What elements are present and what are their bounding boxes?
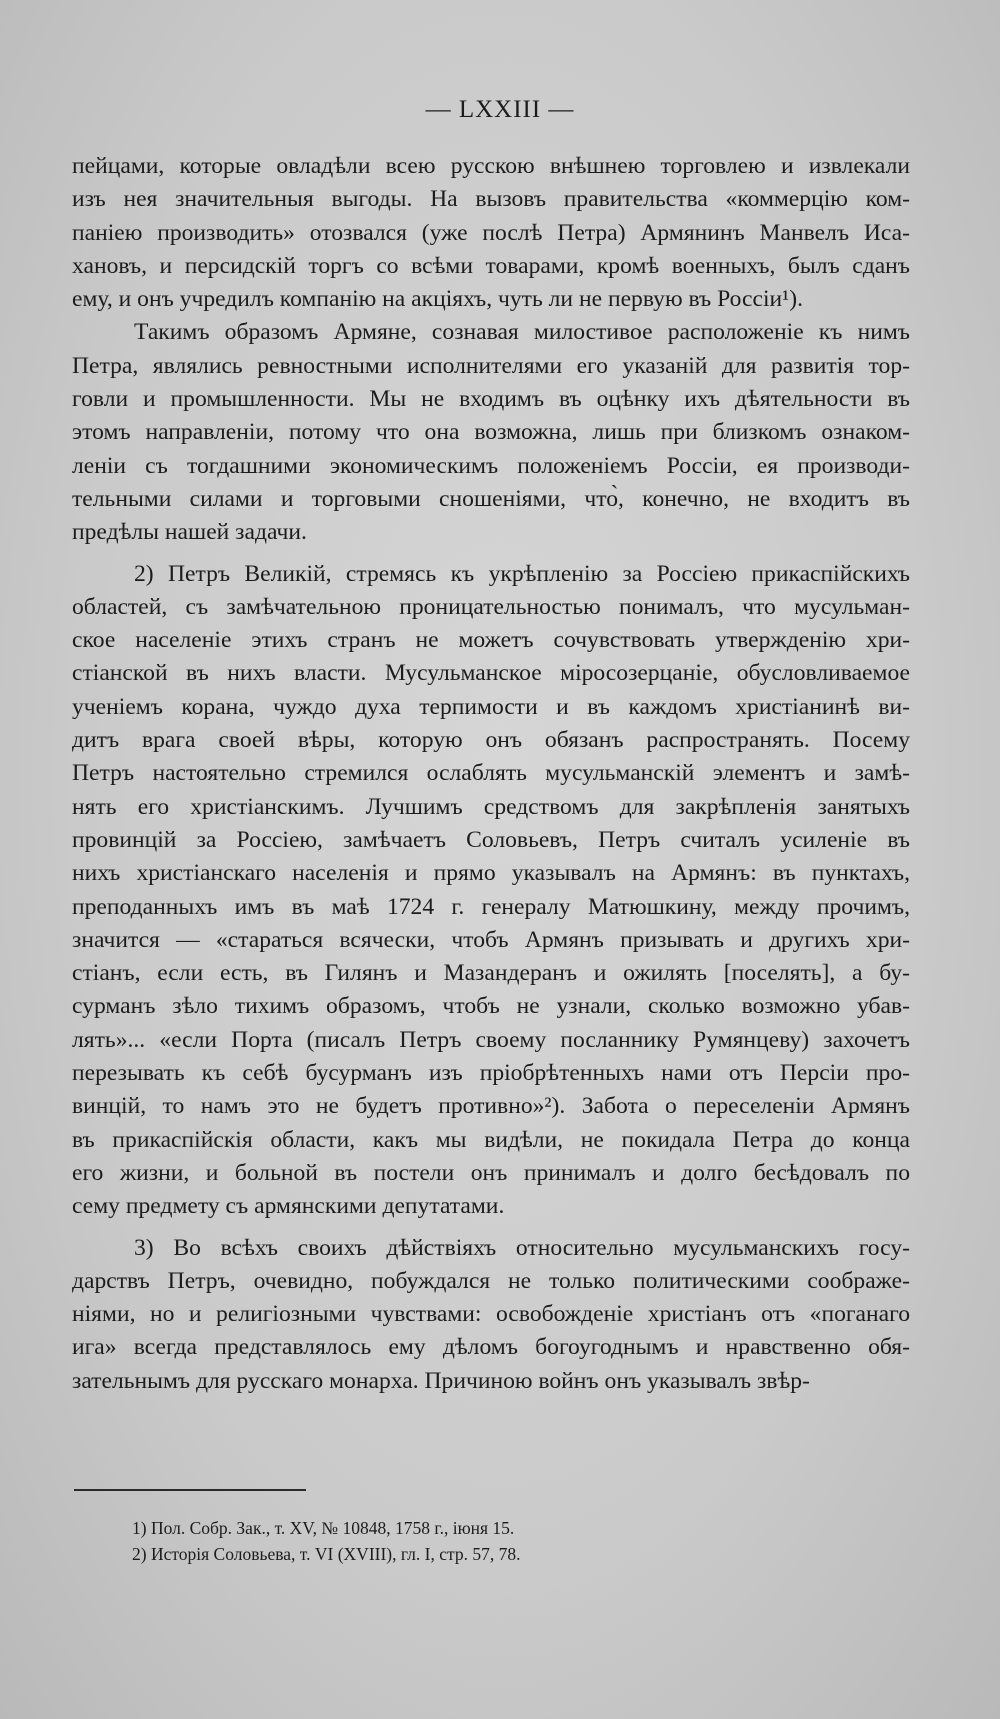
text-line: винцій, то намъ это не будетъ противно»²). Забота о переселеніи Армянъ <box>72 1093 910 1120</box>
text-line: его жизни, и больной въ постели онъ принималъ и долго бесѣдовалъ по <box>72 1159 910 1186</box>
text-line: преподанныхъ имъ въ маѣ 1724 г. генералу Матюшкину, между прочимъ, <box>72 893 910 920</box>
text-line: областей, съ замѣчательною проницательностью понималъ, что мусульман- <box>72 593 910 620</box>
text-line: паніею производить» отозвался (уже послѣ Петра) Армянинъ Манвелъ Иса- <box>72 219 910 246</box>
text-line: сурманъ зѣло тихимъ образомъ, чтобъ не узнали, сколько возможно убав- <box>72 993 910 1020</box>
text-line: дарствъ Петръ, очевидно, побуждался не только политическими соображе- <box>72 1267 910 1294</box>
text-line: сему предмету съ армянскими депутатами. <box>72 1193 505 1220</box>
text-line: тельными силами и торговыми сношеніями, что̀, конечно, не входитъ въ <box>72 485 910 512</box>
text-line: изъ нея значительныя выгоды. На вызовъ правительства «коммерцію ком- <box>72 186 910 213</box>
paragraph-gap <box>72 550 910 558</box>
text-line: ига» всегда представлялось ему дѣломъ богоугоднымъ и нравственно обя- <box>72 1334 910 1361</box>
text-line: лять»... «если Порта (писалъ Петръ своему посланнику Румянцеву) захочетъ <box>72 1026 910 1053</box>
text-line: Петра, являлись ревностными исполнителями его указаній для развитія тор- <box>72 352 910 379</box>
text-line: зательнымъ для русскаго монарха. Причиною войнъ онъ указывалъ звѣр- <box>72 1367 810 1394</box>
text-line: въ прикаспійскія области, какъ мы видѣли, не покидала Петра до конца <box>72 1126 910 1153</box>
text-line: стіанской въ нихъ власти. Мусульманское міросозерцаніе, обусловливаемое <box>72 660 910 687</box>
footnote-2: 2) Исторія Соловьева, т. VI (XVIII), гл. I, стр. 57, 78. <box>132 1544 521 1564</box>
text-line: дитъ врага своей вѣры, которую онъ обязанъ распространять. Посему <box>72 727 910 754</box>
paragraph-4 <box>72 1232 910 1398</box>
page-number: — LXXIII — <box>425 96 575 123</box>
footnote-divider <box>74 1489 306 1491</box>
text-line: Петръ настоятельно стремился ослаблять мусульманскій элементъ и замѣ- <box>72 760 910 787</box>
text-line: леніи съ тогдашними экономическимъ положеніемъ Россіи, ея производи- <box>72 452 910 479</box>
text-line: хановъ, и персидскій торгъ со всѣми товарами, кромѣ военныхъ, былъ сданъ <box>72 252 910 279</box>
paragraph-3 <box>72 558 910 1224</box>
text-line: 2) Петръ Великій, стремясь къ укрѣпленію за Россіею прикаспійскихъ <box>134 560 910 587</box>
paragraph-gap <box>72 1224 910 1232</box>
body-text <box>72 150 910 1398</box>
paragraph-2 <box>72 316 910 549</box>
paragraph-1 <box>72 150 910 316</box>
text-line: предѣлы нашей задачи. <box>72 519 307 546</box>
text-line: 3) Во всѣхъ своихъ дѣйствіяхъ относительно мусульманскихъ госу- <box>134 1234 910 1261</box>
text-line: пейцами, которые овладѣли всею русскою внѣшнею торговлею и извлекали <box>72 153 910 179</box>
text-line: Такимъ образомъ Армяне, сознавая милостивое расположеніе къ нимъ <box>134 319 910 346</box>
text-line: этомъ направленіи, потому что она возможна, лишь при близкомъ ознаком- <box>72 419 910 446</box>
text-line: значится — «стараться всячески, чтобъ Армянъ призывать и другихъ хри- <box>72 926 910 953</box>
text-line: нихъ христіанскаго населенія и прямо указывалъ на Армянъ: въ пунктахъ, <box>72 860 910 887</box>
text-line: перезывать къ себѣ бусурманъ изъ пріобрѣтенныхъ нами отъ Персіи про- <box>72 1060 910 1087</box>
text-line: провинцій за Россіею, замѣчаетъ Соловьевъ, Петръ считалъ усиленіе въ <box>72 826 910 853</box>
text-line: говли и промышленности. Мы не входимъ въ оцѣнку ихъ дѣятельности въ <box>72 386 910 413</box>
text-line: ученіемъ корана, чуждо духа терпимости и въ каждомъ христіанинѣ ви- <box>72 693 910 720</box>
text-line: стіанъ, если есть, въ Гилянъ и Мазандеранъ и ожилять [поселять], а бу- <box>72 960 910 987</box>
text-line: ское населеніе этихъ странъ не можетъ сочувствовать утвержденію хри- <box>72 627 910 654</box>
footnote-1: 1) Пол. Собр. Зак., т. XV, № 10848, 1758 г., іюня 15. <box>132 1518 515 1538</box>
text-line: ему, и онъ учредилъ компанію на акціяхъ, чуть ли не первую въ Россіи¹). <box>72 286 804 313</box>
footnotes <box>132 1515 892 1567</box>
text-line: ніями, но и религіозными чувствами: освобожденіе христіанъ отъ «поганаго <box>72 1301 910 1328</box>
text-line: нять его христіанскимъ. Лучшимъ средствомъ для закрѣпленія занятыхъ <box>72 793 910 820</box>
